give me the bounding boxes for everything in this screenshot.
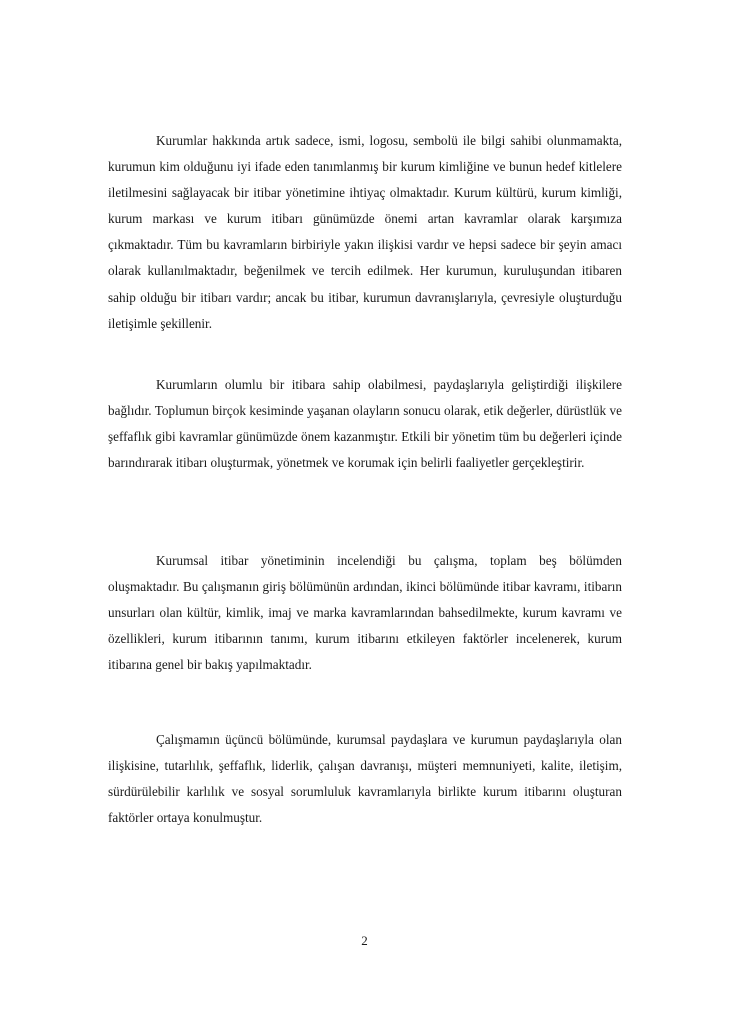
paragraph-intro: Kurumlar hakkında artık sadece, ismi, logosu, sembolü ile bilgi sahibi olunmamakta, kurumun kim olduğunu iyi ifade eden tanımlanmış bir kurum kimliğine ve bunun hedef kitlelere iletilmesini sağlayacak bir itibar yönetimine ihtiyaç olmaktadır. Kurum kültürü, kurum kimliği, kurum markası ve kurum itibarı günümüzde önemi artan kavramlar olarak karşımıza çıkmaktadır. Tüm bu kavramların birbiriyle yakın ilişkisi vardır ve hepsi sadece bir şeyin amacı olarak kullanılmaktadır, beğenilmek ve tercih edilmek. Her kurumun, kuruluşundan itibaren sahip olduğu bir itibarı vardır; ancak bu itibar, kurumun davranışlarıyla, çevresiyle oluşturduğu iletişimle şekillenir.: [108, 133, 622, 331]
page-number: 2: [361, 933, 368, 948]
paragraph-study-structure: Kurumsal itibar yönetiminin incelendiği bu çalışma, toplam beş bölümden oluşmaktadır. Bu çalışmanın giriş bölümünün ardından, ikinci bölümünde itibar kavramı, itibarın unsurları olan kültür, kimlik, imaj ve marka kavramlarından bahsedilmekte, kurum kavramı ve özellikleri, kurum itibarının tanımı, kurum itibarını etkileyen faktörler incelenerek, kurum itibarına genel bir bakış yapılmaktadır.: [108, 553, 622, 673]
paragraph-stakeholders: Kurumların olumlu bir itibara sahip olabilmesi, paydaşlarıyla geliştirdiği ilişkilere bağlıdır. Toplumun birçok kesiminde yaşanan olayların sonucu olarak, etik değerler, dürüstlük ve şeffaflık gibi kavramlar günümüzde önem kazanmıştır. Etkili bir yönetim tüm bu değerleri içinde barındırarak itibarı oluşturmak, yönetmek ve korumak için belirli faaliyetler gerçekleştirir.: [108, 377, 622, 471]
paragraph-third-chapter: Çalışmamın üçüncü bölümünde, kurumsal paydaşlara ve kurumun paydaşlarıyla olan ilişkisine, tutarlılık, şeffaflık, liderlik, çalışan davranışı, müşteri memnuniyeti, kalite, iletişim, sürdürülebilir karlılık ve sosyal sorumluluk kavramlarıyla birlikte kurum itibarını oluşturan faktörler ortaya konulmuştur.: [108, 732, 622, 826]
